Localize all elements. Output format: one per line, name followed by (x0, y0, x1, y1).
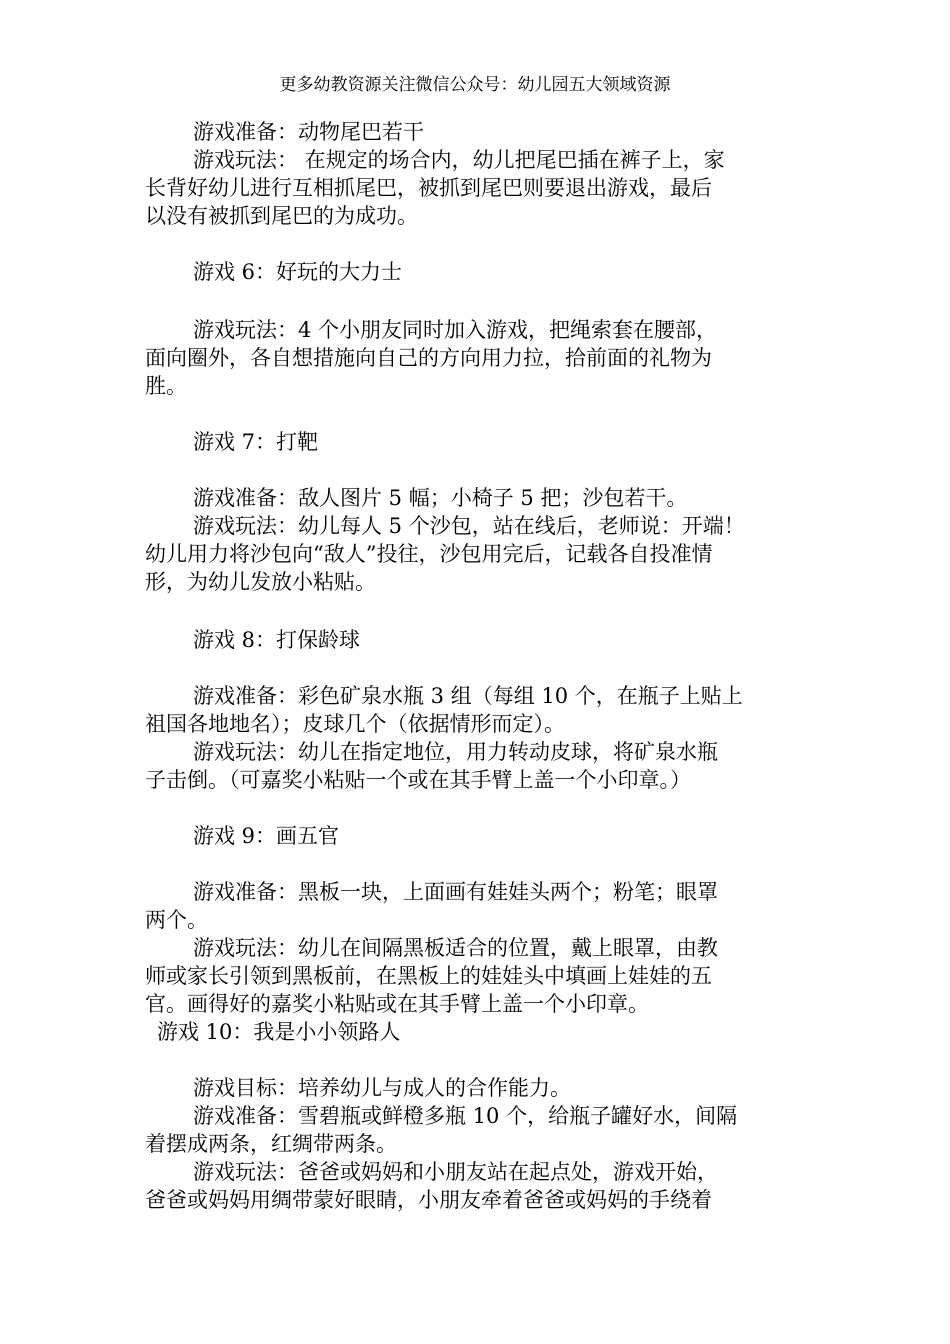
text-line: 胜。 (145, 374, 187, 398)
text-line: 游戏准备：敌人图片 5 幅；小椅子 5 把；沙包若干。 (193, 486, 688, 510)
text-line: 游戏玩法：爸爸或妈妈和小朋友站在起点处，游戏开始， (193, 1160, 718, 1184)
text-line: 游戏准备：雪碧瓶或鲜橙多瓶 10 个，给瓶子罐好水，间隔 (193, 1104, 738, 1128)
text-line: 幼儿用力将沙包向“敌人”投往，沙包用完后，记载各自投准情 (145, 542, 713, 566)
text-line: 着摆成两条，红绸带两条。 (145, 1132, 397, 1156)
section-heading: 游戏 8：打保龄球 (193, 628, 361, 652)
section-heading: 游戏 10：我是小小领路人 (157, 1020, 401, 1044)
text-line: 游戏玩法： 在规定的场合内，幼儿把尾巴插在裤子上，家 (193, 148, 725, 172)
text-line: 长背好幼儿进行互相抓尾巴，被抓到尾巴则要退出游戏，最后 (145, 176, 712, 200)
text-line: 以没有被抓到尾巴的为成功。 (145, 204, 418, 228)
text-line: 游戏玩法：幼儿在间隔黑板适合的位置，戴上眼罩，由教 (193, 936, 718, 960)
text-line: 子击倒。（可嘉奖小粘贴一个或在其手臂上盖一个小印章。） (145, 768, 691, 792)
text-line: 游戏准备：动物尾巴若干 (193, 120, 424, 144)
text-line: 师或家长引领到黑板前，在黑板上的娃娃头中填画上娃娃的五 (145, 964, 712, 988)
text-line: 形，为幼儿发放小粘贴。 (145, 570, 376, 594)
text-line: 游戏准备：黑板一块，上面画有娃娃头两个；粉笔；眼罩 (193, 880, 718, 904)
text-line: 祖国各地地名）；皮球几个（依据情形而定）。 (145, 712, 565, 736)
section-heading: 游戏 7：打靶 (193, 430, 319, 454)
text-line: 游戏玩法：幼儿在指定地位，用力转动皮球，将矿泉水瓶 (193, 740, 718, 764)
section-heading: 游戏 6：好玩的大力士 (193, 260, 403, 284)
text-line: 官。画得好的嘉奖小粘贴或在其手臂上盖一个小印章。 (145, 992, 649, 1016)
section-heading: 游戏 9：画五官 (193, 824, 340, 848)
text-line: 爸爸或妈妈用绸带蒙好眼睛，小朋友牵着爸爸或妈妈的手绕着 (145, 1188, 712, 1212)
text-line: 两个。 (145, 908, 208, 932)
text-line: 面向圈外，各自想措施向自己的方向用力拉，拾前面的礼物为 (145, 346, 712, 370)
text-line: 游戏目标：培养幼儿与成人的合作能力。 (193, 1076, 571, 1100)
text-line: 游戏玩法：4 个小朋友同时加入游戏，把绳索套在腰部， (193, 318, 718, 342)
page-header: 更多幼教资源关注微信公众号：幼儿园五大领域资源 (279, 75, 671, 95)
text-line: 游戏准备：彩色矿泉水瓶 3 组（每组 10 个，在瓶子上贴上 (193, 684, 743, 708)
text-line: 游戏玩法：幼儿每人 5 个沙包，站在线后，老师说：开端！ (193, 514, 745, 538)
